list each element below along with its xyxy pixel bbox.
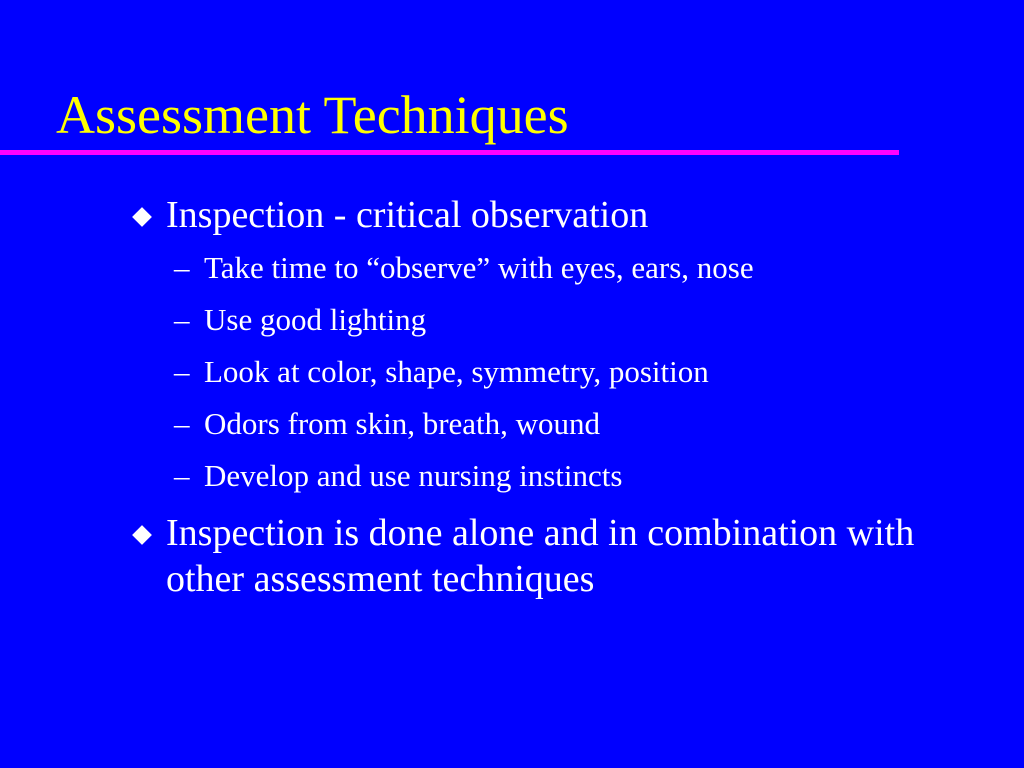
- sub-bullet-text: Use good lighting: [204, 302, 427, 337]
- bullet-list: [128, 192, 988, 602]
- sub-bullet-item: [174, 294, 988, 346]
- sub-bullet-item: [174, 346, 988, 398]
- dash-marker: –: [174, 354, 190, 389]
- bullet-item: [128, 192, 988, 502]
- dash-marker: –: [174, 250, 190, 285]
- diamond-bullet-icon: [132, 525, 152, 545]
- sub-bullet-text: Look at color, shape, symmetry, position: [204, 354, 709, 389]
- bullet-text: Inspection is done alone and in combination with other assessment techniques: [166, 512, 915, 600]
- sub-bullet-text: Odors from skin, breath, wound: [204, 406, 601, 441]
- dash-marker: –: [174, 302, 190, 337]
- bullet-text: Inspection - critical observation: [166, 194, 649, 236]
- dash-marker: –: [174, 458, 190, 493]
- sub-bullet-text: Develop and use nursing instincts: [204, 458, 623, 493]
- diamond-bullet-icon: [132, 207, 152, 227]
- sub-bullet-text: Take time to “observe” with eyes, ears, nose: [204, 250, 754, 285]
- sub-bullet-item: [174, 242, 988, 294]
- title-underline: [0, 150, 899, 155]
- bullet-item: [128, 510, 988, 602]
- slide-title: Assessment Techniques: [56, 85, 569, 145]
- sub-bullet-item: [174, 398, 988, 450]
- dash-marker: –: [174, 406, 190, 441]
- sub-bullet-list: [174, 242, 988, 502]
- sub-bullet-item: [174, 450, 988, 502]
